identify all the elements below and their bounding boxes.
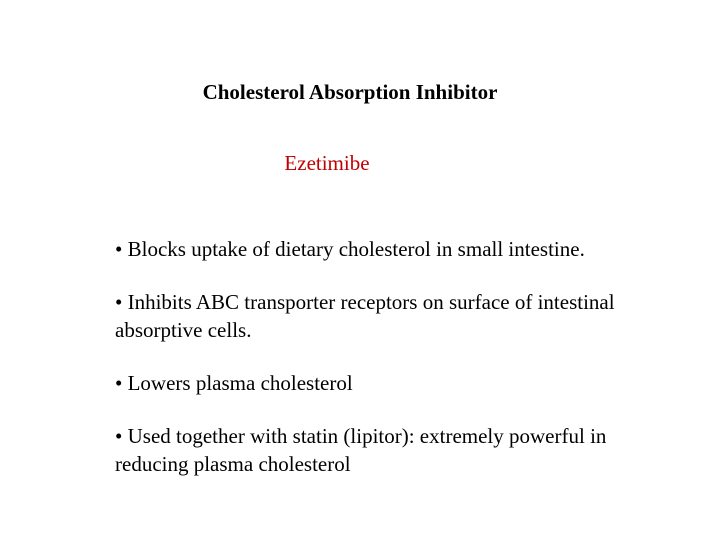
bullet-list [115, 235, 615, 478]
drug-name-subtitle: Ezetimibe [284, 151, 370, 175]
bullet-marker: • [115, 237, 123, 261]
bullet-text: Used together with statin (lipitor): extremely powerful in reducing plasma cholesterol [115, 424, 607, 476]
slide-title: Cholesterol Absorption Inhibitor [202, 80, 498, 104]
bullet-item [115, 235, 615, 263]
bullet-marker: • [115, 290, 123, 314]
bullet-marker: • [115, 371, 123, 395]
bullet-text: Inhibits ABC transporter receptors on surface of intestinal absorptive cells. [115, 290, 615, 342]
bullet-text: Blocks uptake of dietary cholesterol in small intestine. [127, 237, 585, 261]
bullet-marker: • [115, 424, 123, 448]
bullet-text: Lowers plasma cholesterol [127, 371, 353, 395]
bullet-item [115, 422, 615, 478]
bullet-item [115, 288, 615, 344]
bullet-item [115, 369, 615, 397]
